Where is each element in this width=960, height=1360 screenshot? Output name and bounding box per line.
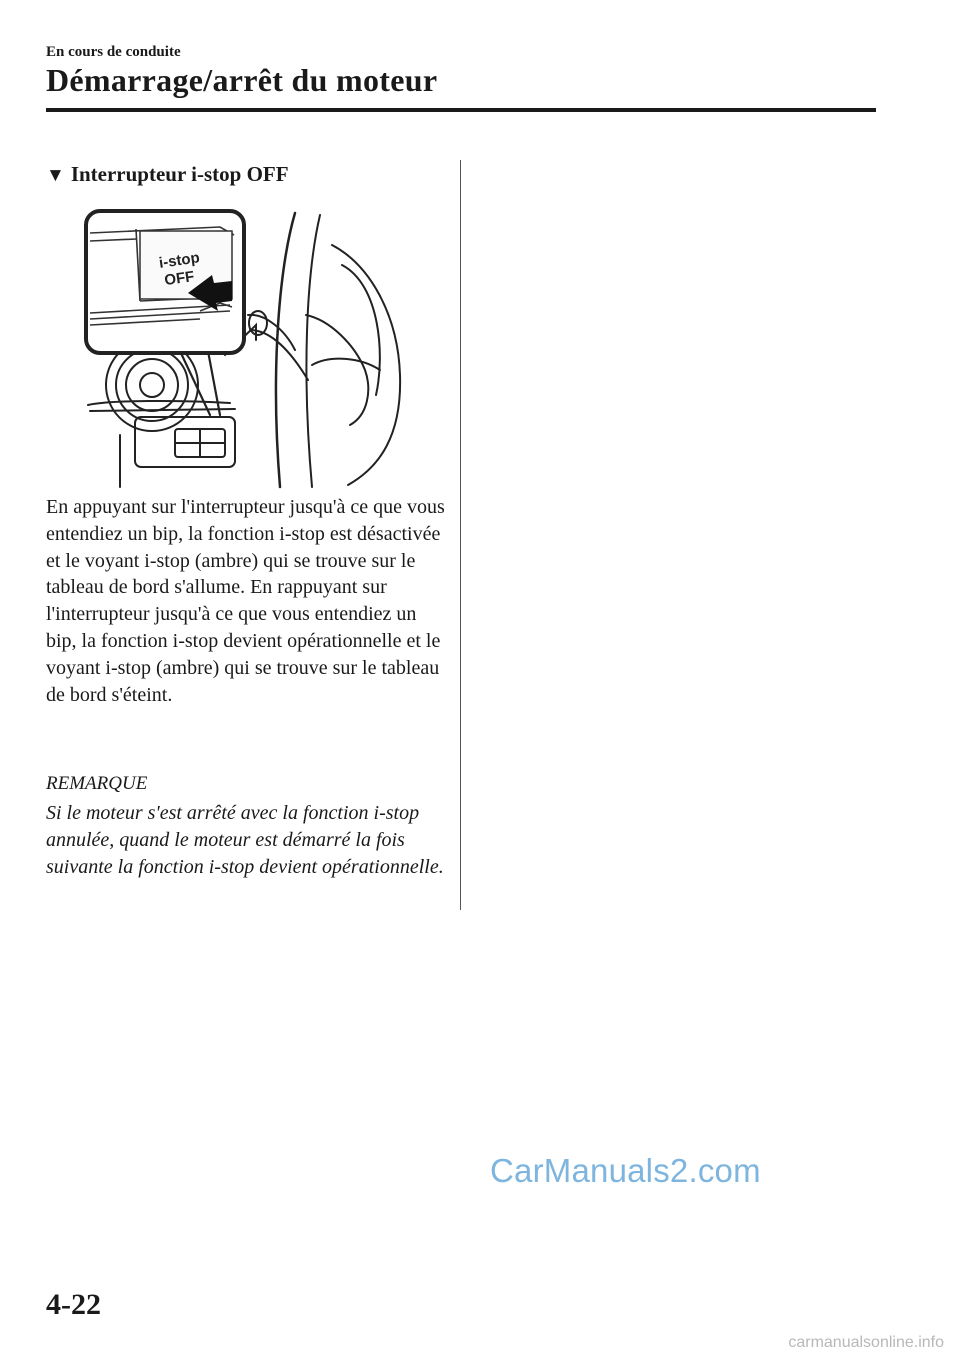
body-paragraph: En appuyant sur l'interrupteur jusqu'à ce que vous entendiez un bip, la fonction i-stop est désactivée et le voyant i-stop (ambre) qui se trouve sur le tableau de bord s'allume. En rappuyant sur l'interrupteur jusqu'à ce que vous entendiez un bip, la fonction i-stop devient opérationnelle et le voyant i-stop (ambre) qui se trouve sur le tableau de bord s'éteint. (46, 496, 445, 706)
page-number: 4-22 (46, 1288, 101, 1321)
switch-label-line2: OFF (163, 268, 196, 290)
switch-label-line1: i-stop (157, 249, 201, 272)
watermark: CarManuals2.com (490, 1152, 761, 1189)
istop-switch-illustration (80, 205, 410, 490)
column-divider (460, 160, 461, 910)
title-rule (46, 108, 876, 112)
footer-source: carmanualsonline.info (788, 1334, 944, 1351)
note-heading: REMARQUE (46, 773, 148, 794)
note-text: Si le moteur s'est arrêté avec la fonction i-stop annulée, quand le moteur est démarré la fois suivante la fonction i-stop devient opérationnelle. (46, 802, 444, 878)
page-title: Démarrage/arrêt du moteur (46, 62, 438, 98)
section-kicker: En cours de conduite (46, 44, 181, 60)
subsection-heading (46, 162, 289, 187)
triangle-down-icon: ▼ (46, 165, 65, 186)
subsection-title: Interrupteur i-stop OFF (70, 162, 289, 186)
